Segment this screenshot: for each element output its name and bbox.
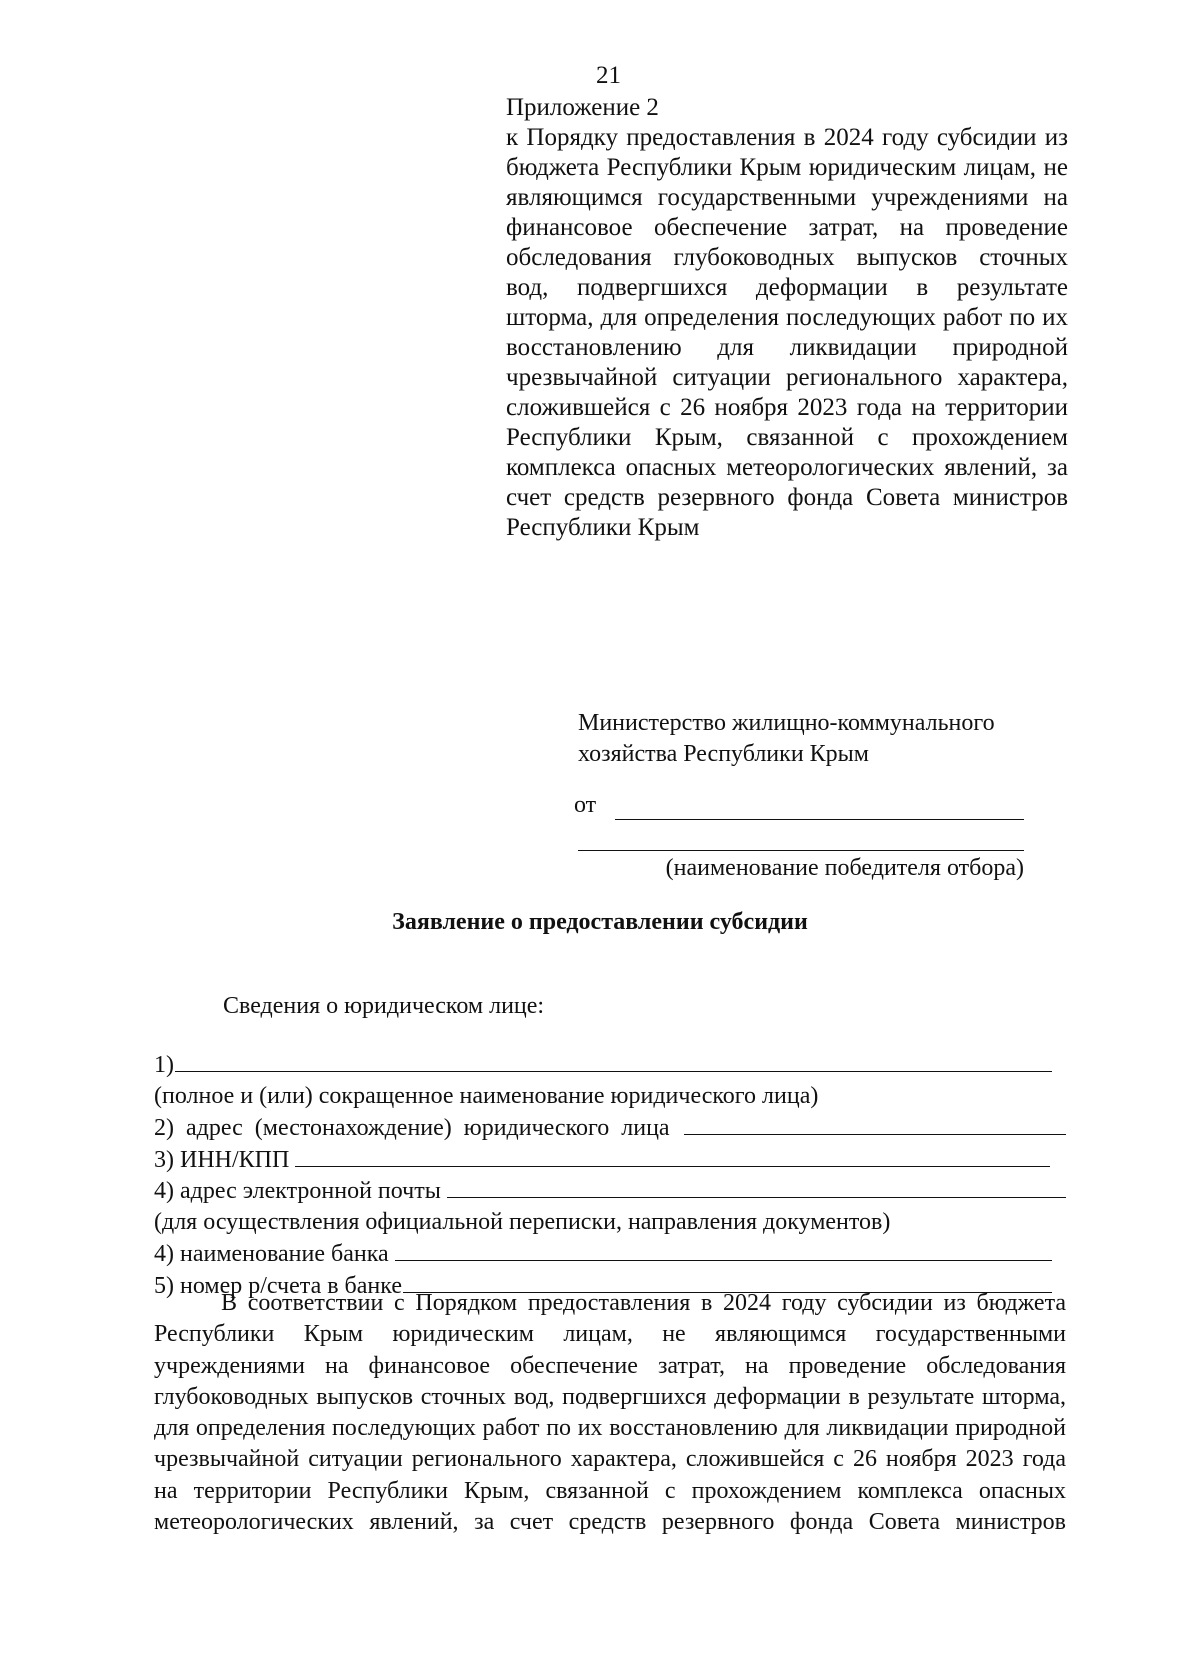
form-row-email xyxy=(154,1175,1066,1207)
addressee-line-2: хозяйства Республики Крым xyxy=(578,741,869,767)
form-blank-line xyxy=(684,1112,1066,1135)
form-row-label: 4) адрес электронной почты xyxy=(154,1178,441,1204)
form-row-label: 4) наименование банка xyxy=(154,1241,389,1267)
form-blank-line xyxy=(447,1175,1066,1198)
form-caption: (полное и (или) сокращенное наименование юридического лица) xyxy=(154,1082,819,1109)
winner-caption: (наименование победителя отбора) xyxy=(665,855,1024,881)
addressee-line-1: Министерство жилищно-коммунального xyxy=(578,710,995,736)
appendix-heading: Приложение 2 xyxy=(506,94,659,121)
form-blank-line xyxy=(295,1144,1050,1167)
page-number: 21 xyxy=(596,62,621,89)
info-lead: Сведения о юридическом лице: xyxy=(223,993,545,1019)
form-row-name xyxy=(154,1049,1066,1081)
from-row xyxy=(574,792,1024,824)
appendix-text: к Порядку предоставления в 2024 году субсидии из бюджета Республики Крым юридическим лицам, не являющимся государственными учреждениями на финансовое обеспечение затрат, на проведение обследования глубоководных выпусков сточных вод, подвергшихся деформации в результате шторма, для определения последующих работ по их восстановлению для ликвидации природной чрезвычайной ситуации регионального характера, сложившейся с 26 ноября 2023 года на территории Республики Крым, связанной с прохождением комплекса опасных метеорологических явлений, за счет средств резервного фонда Совета министров Республики Крым xyxy=(506,124,1068,541)
form-blank-line xyxy=(395,1238,1052,1261)
form-row-label: 1) xyxy=(154,1052,174,1078)
from-label: от xyxy=(574,792,597,818)
form-caption: (для осуществления официальной переписки, направления документов) xyxy=(154,1208,891,1235)
addressee-block xyxy=(578,708,1028,770)
form-blank-line xyxy=(175,1049,1052,1072)
form-row-bank xyxy=(154,1238,1066,1270)
body-paragraph xyxy=(154,1288,1066,1538)
from-blank-line xyxy=(615,819,1024,820)
form-row-label: 5) номер р/счета в банке xyxy=(154,1272,402,1299)
applicant-form xyxy=(154,1049,1066,1301)
form-row-inn xyxy=(154,1144,1066,1176)
form-row-label: 3) ИНН/КПП xyxy=(154,1146,290,1173)
document-title: Заявление о предоставлении субсидии xyxy=(392,909,808,935)
body-text: В соответствии с Порядком предоставления в 2024 году субсидии из бюджета Республики Крым юридическим лицам, не являющимся государственными учреждениями на финансовое обеспечение затрат, на проведение обследования глубоководных выпусков сточных вод, подвергшихся деформации в результате шторма, для определения последующих работ по их восстановлению для ликвидации природной чрезвычайной ситуации регионального характера, сложившейся с 26 ноября 2023 года на территории Республики Крым, связанной с прохождением комплекса опасных метеорологических явлений, за счет средств резервного фонда Совета министров xyxy=(154,1290,1066,1536)
form-caption-email xyxy=(154,1207,1066,1239)
appendix-block xyxy=(506,93,1068,543)
form-row-address xyxy=(154,1112,1066,1144)
form-caption-name xyxy=(154,1081,1066,1113)
form-row-label: 2) адрес (местонахождение) юридического лица xyxy=(154,1115,670,1141)
winner-blank-line xyxy=(578,850,1024,851)
